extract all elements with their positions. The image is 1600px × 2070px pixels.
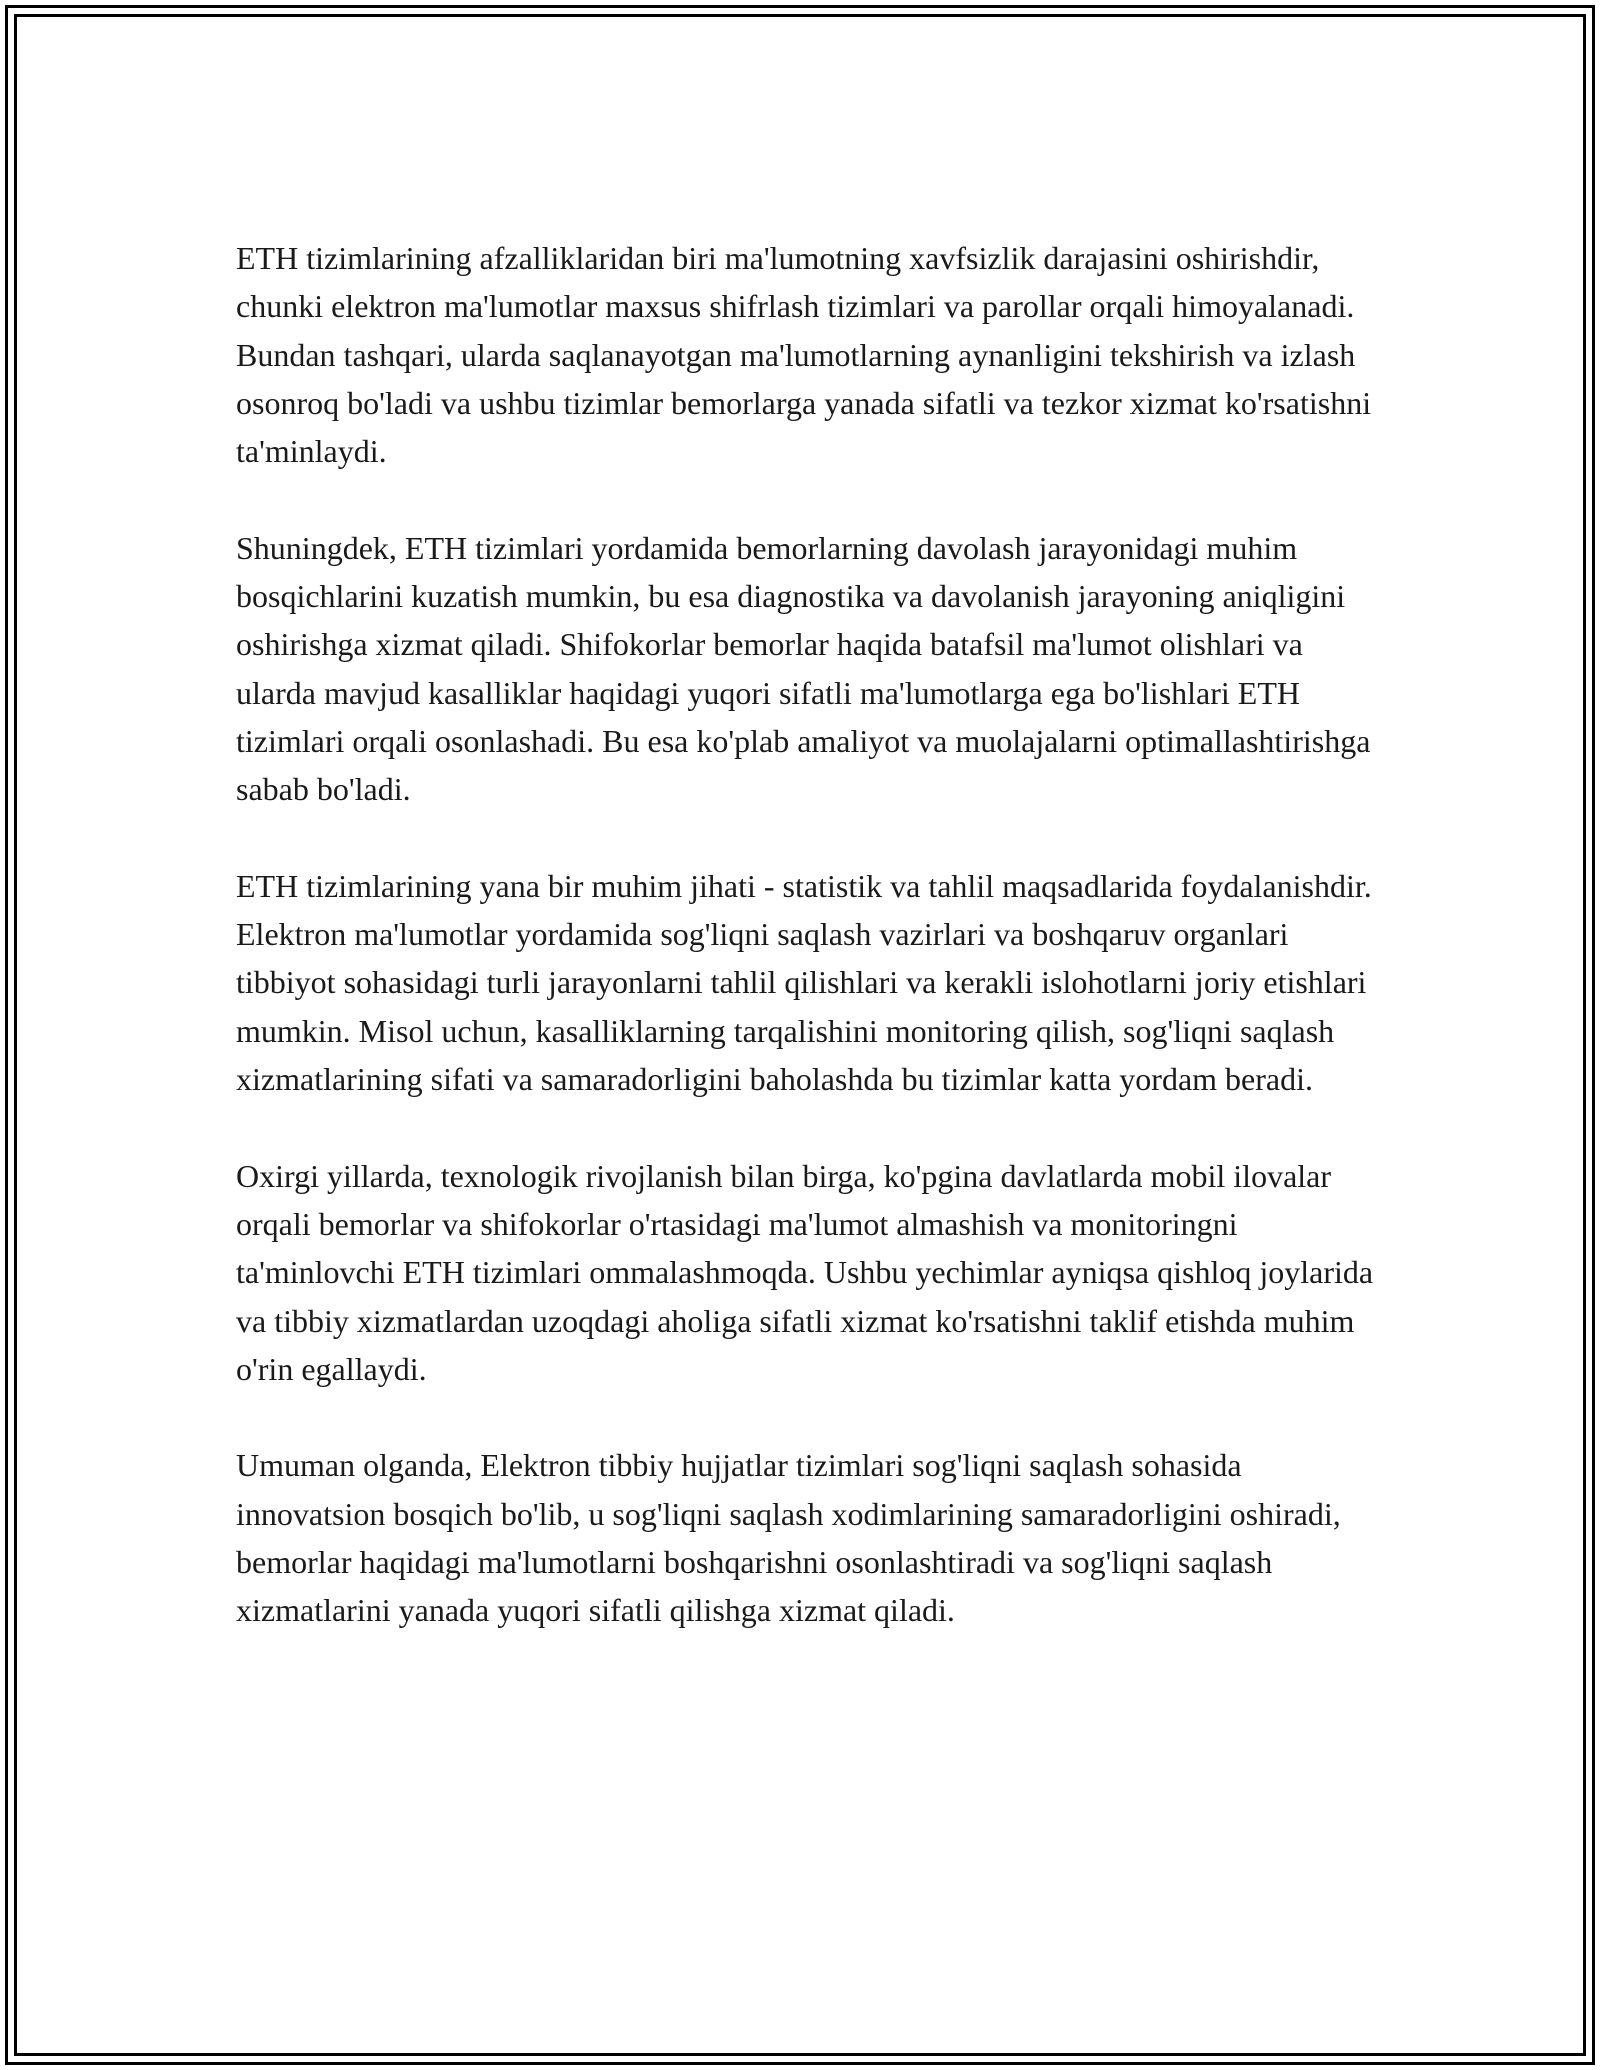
document-body <box>236 234 1386 1683</box>
paragraph-2: Shuningdek, ETH tizimlari yordamida bemorlarning davolash jarayonidagi muhim bosqichlarini kuzatish mumkin, bu esa diagnostika va davolanish jarayoning aniqligini oshirishga xizmat qiladi. Shifokorlar bemorlar haqida batafsil ma'lumot olishlari va ularda mavjud kasalliklar haqidagi yuqori sifatli ma'lumotlarga ega bo'lishlari ETH tizimlari orqali osonlashadi. Bu esa ko'plab amaliyot va muolajalarni optimallashtirishga sabab bo'ladi. <box>236 529 1371 808</box>
paragraph-1: ETH tizimlarining afzalliklaridan biri ma'lumotning xavfsizlik darajasini oshirishdir, chunki elektron ma'lumotlar maxsus shifrlash tizimlari va parollar orqali himoyalanadi. Bundan tashqari, ularda saqlanayotgan ma'lumotlarning aynanligini tekshirish va izlash osonroq bo'ladi va ushbu tizimlar bemorlarga yanada sifatli va tezkor xizmat ko'rsatishni ta'minlaydi. <box>236 240 1372 470</box>
paragraph-5: Umuman olganda, Elektron tibbiy hujjatlar tizimlari sog'liqni saqlash sohasida innovatsion bosqich bo'lib, u sog'liqni saqlash xodimlarining samaradorligini oshiradi, bemorlar haqidagi ma'lumotlarni boshqarishni osonlashtiradi va sog'liqni saqlash xizmatlarini yanada yuqori sifatli qilishga xizmat qiladi. <box>236 1447 1341 1629</box>
paragraph-3: ETH tizimlarining yana bir muhim jihati - statistik va tahlil maqsadlarida foydalanishdir. Elektron ma'lumotlar yordamida sog'liqni saqlash vazirlari va boshqaruv organlari tibbiyot sohasidagi turli jarayonlarni tahlil qilishlari va kerakli islohotlarni joriy etishlari mumkin. Misol uchun, kasalliklarning tarqalishini monitoring qilish, sog'liqni saqlash xizmatlarining sifati va samaradorligini baholashda bu tizimlar katta yordam beradi. <box>236 867 1372 1098</box>
paragraph-4: Oxirgi yillarda, texnologik rivojlanish bilan birga, ko'pgina davlatlarda mobil ilovalar orqali bemorlar va shifokorlar o'rtasidagi ma'lumot almashish va monitoringni ta'minlovchi ETH tizimlari ommalashmoqda. Ushbu yechimlar ayniqsa qishloq joylarida va tibbiy xizmatlardan uzoqdagi aholiga sifatli xizmat ko'rsatishni taklif etishda muhim o'rin egallaydi. <box>236 1157 1374 1387</box>
